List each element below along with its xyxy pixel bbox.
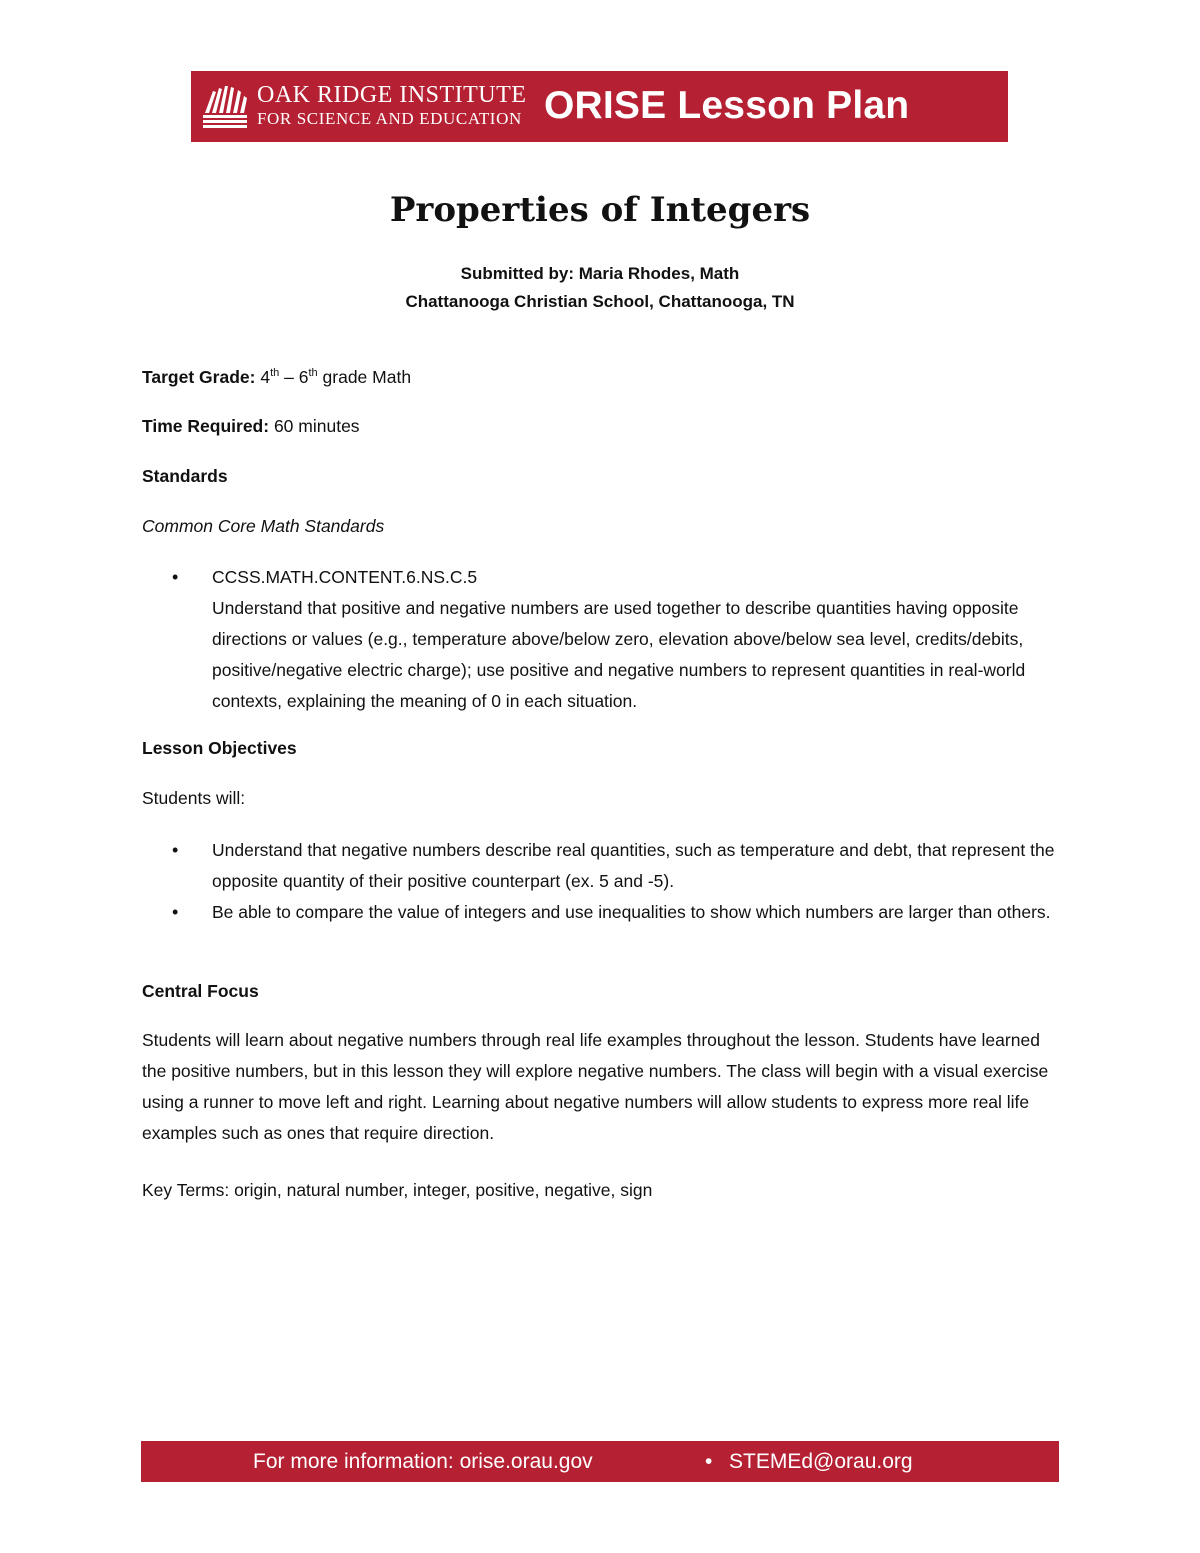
org-name-line2: FOR SCIENCE AND EDUCATION bbox=[257, 109, 522, 128]
target-grade-rest: grade Math bbox=[322, 367, 412, 387]
focus-heading: Central Focus bbox=[142, 981, 259, 1001]
document-title: Properties of Integers bbox=[389, 190, 811, 230]
target-grade bbox=[142, 362, 1062, 393]
time-required-value: 60 minutes bbox=[273, 416, 360, 436]
footer-info: For more information: orise.orau.gov bbox=[253, 1450, 593, 1473]
objective-item: • Be able to compare the value of integers and use inequalities to show which numbers are larger than others. bbox=[142, 897, 1062, 928]
orise-sunburst-logo-icon bbox=[203, 85, 247, 129]
footer-email: STEMEd@orau.org bbox=[729, 1450, 913, 1473]
target-grade-from: 4 bbox=[260, 367, 271, 387]
standards-list bbox=[142, 562, 1062, 717]
footer-separator: • bbox=[705, 1450, 713, 1473]
objectives-heading: Lesson Objectives bbox=[142, 738, 297, 758]
target-grade-to-sup: th bbox=[308, 367, 318, 380]
key-terms: Key Terms: origin, natural number, integer, positive, negative, sign bbox=[142, 1180, 653, 1200]
time-required-label: Time Required: bbox=[142, 416, 270, 436]
target-grade-to: 6 bbox=[298, 367, 309, 387]
standard-text: Understand that positive and negative numbers are used together to describe quantities having opposite directions or values (e.g., temperature above/below zero, elevation above/below sea level, credits/debits, positive/negative electric charge); use positive and negative numbers to represent quantities in real-world contexts, explaining the meaning of 0 in each situation. bbox=[212, 598, 1026, 711]
objectives-intro: Students will: bbox=[142, 788, 246, 808]
org-name-line1: OAK RIDGE INSTITUTE bbox=[257, 82, 527, 108]
orise-header-banner bbox=[191, 71, 1008, 142]
standards-subheading: Common Core Math Standards bbox=[142, 516, 385, 536]
standard-code: • CCSS.MATH.CONTENT.6.NS.C.5 bbox=[212, 567, 478, 587]
standard-item bbox=[142, 562, 1062, 717]
standards-heading: Standards bbox=[142, 466, 228, 486]
org-name bbox=[257, 83, 526, 127]
submitted-by: Submitted by: Maria Rhodes, Math bbox=[460, 264, 740, 283]
target-grade-dash: – bbox=[284, 367, 294, 387]
target-grade-from-sup: th bbox=[270, 367, 280, 380]
objective-item: • Understand that negative numbers describe real quantities, such as temperature and debt, that represent the opposite quantity of their positive counterpart (ex. 5 and -5). bbox=[142, 835, 1062, 897]
time-required bbox=[142, 411, 1062, 442]
focus-text: Students will learn about negative numbers through real life examples throughout the lesson. Students have learned the positive numbers, but in this lesson they will explore negative numbers. The class will begin with a visual exercise using a runner to move left and right. Learning about negative numbers will allow students to express more real life examples such as ones that require direction. bbox=[142, 1030, 1049, 1143]
target-grade-label: Target Grade: bbox=[142, 367, 256, 387]
banner-title: ORISE Lesson Plan bbox=[544, 84, 910, 127]
footer-banner bbox=[141, 1441, 1059, 1482]
objectives-list bbox=[142, 835, 1062, 928]
school-name: Chattanooga Christian School, Chattanooga, TN bbox=[405, 292, 795, 311]
